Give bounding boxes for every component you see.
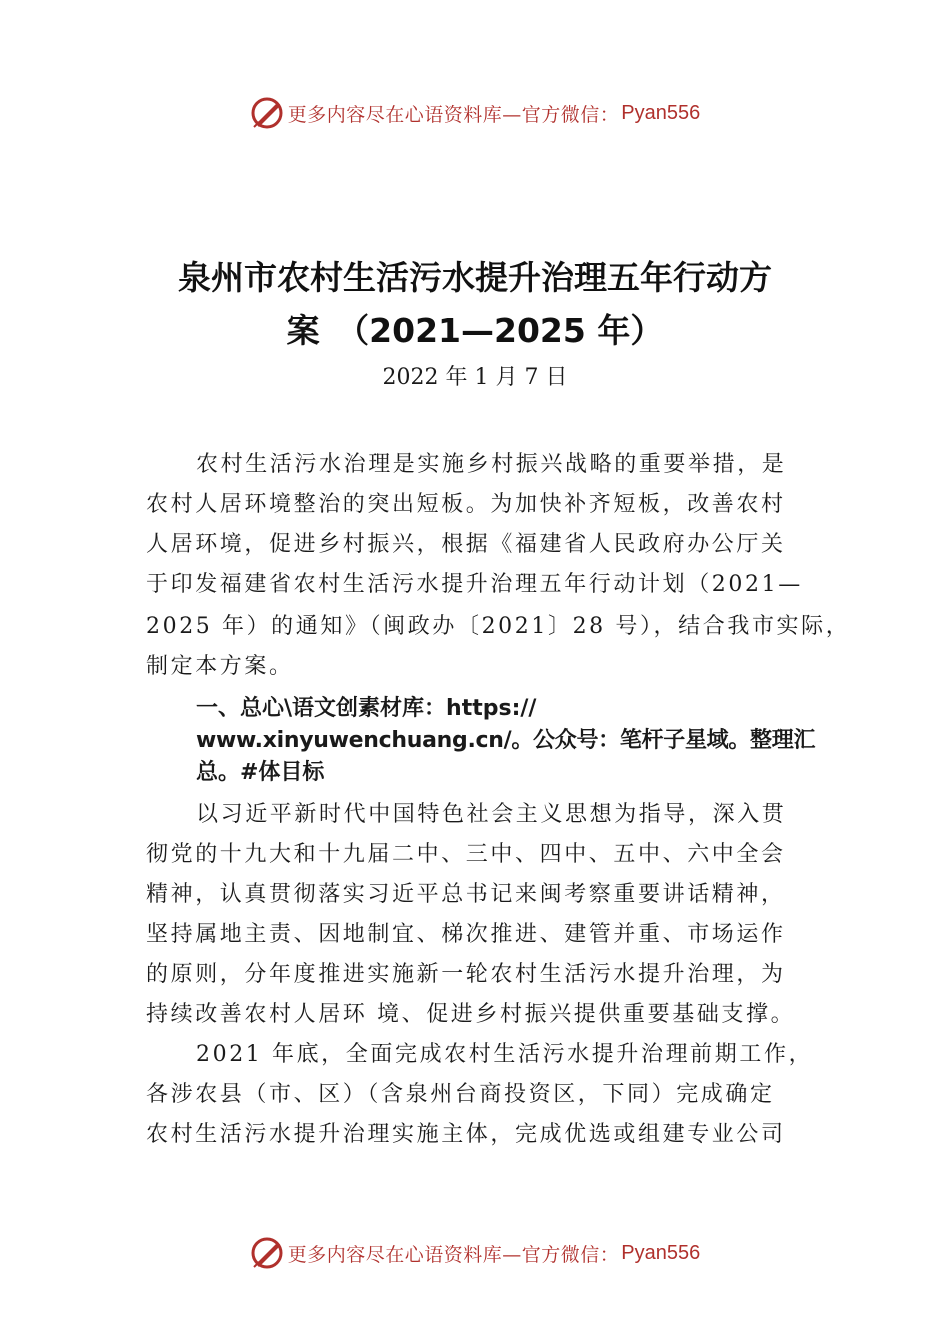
para2-line: 彻党的十九大和十九届二中、三中、四中、五中、六中全会: [146, 842, 786, 867]
intro-line: 于印发福建省农村生活污水提升治理五年行动计划（2021—: [146, 572, 803, 597]
para2-line: 坚持属地主责、因地制宜、梯次推进、建管并重、市场运作: [146, 922, 786, 947]
banner-wechat-id: Pyan556: [621, 1241, 701, 1264]
intro-line: 农村生活污水治理是实施乡村振兴战略的重要举措，是: [196, 452, 787, 477]
intro-line: 人居环境，促进乡村振兴，根据《福建省人民政府办公厅关: [146, 532, 786, 557]
section-heading-line3: 总。#体目标: [196, 760, 325, 785]
intro-line: 制定本方案。: [146, 654, 294, 679]
section-heading-line2: www.xinyuwenchuang.cn/。公众号：笔杆子星域。整理汇: [196, 728, 816, 753]
intro-line: 2025 年）的通知》（闽政办〔2021〕28 号），结合我市实际，: [146, 614, 851, 639]
footer-watermark: [0, 1236, 950, 1270]
intro-line: 农村人居环境整治的突出短板。为加快补齐短板，改善农村: [146, 492, 786, 517]
para2-line: 持续改善农村人居环 境、促进乡村振兴提供重要基础支撑。: [146, 1002, 796, 1027]
para2-line: 精神，认真贯彻落实习近平总书记来闽考察重要讲话精神，: [146, 882, 786, 907]
banner-text: 更多内容尽在心语资料库—官方微信：: [287, 103, 620, 126]
para3-line: 2021 年底，全面完成农村生活污水提升治理前期工作，: [196, 1042, 814, 1067]
document-date: 2022 年 1 月 7 日: [382, 365, 568, 390]
para2-line: 的原则，分年度推进实施新一轮农村生活污水提升治理，为: [146, 962, 786, 987]
para3-line: 农村生活污水提升治理实施主体，完成优选或组建专业公司: [146, 1122, 786, 1147]
banner-text: 更多内容尽在心语资料库—官方微信：: [287, 1243, 620, 1266]
banner-wechat-id: Pyan556: [621, 101, 701, 124]
document-title-line1: 泉州市农村生活污水提升治理五年行动方: [178, 258, 772, 297]
pen-logo-icon: [250, 96, 284, 130]
section-heading-line1: 一、总心\语文创素材库：https://: [196, 696, 537, 721]
pen-logo-icon: [250, 1236, 284, 1270]
header-watermark: [0, 96, 950, 130]
para3-line: 各涉农县（市、区）（含泉州台商投资区，下同）完成确定: [146, 1082, 775, 1107]
document-title-line2: 案 （2021—2025 年）: [286, 311, 664, 350]
para2-line: 以习近平新时代中国特色社会主义思想为指导，深入贯: [196, 802, 787, 827]
